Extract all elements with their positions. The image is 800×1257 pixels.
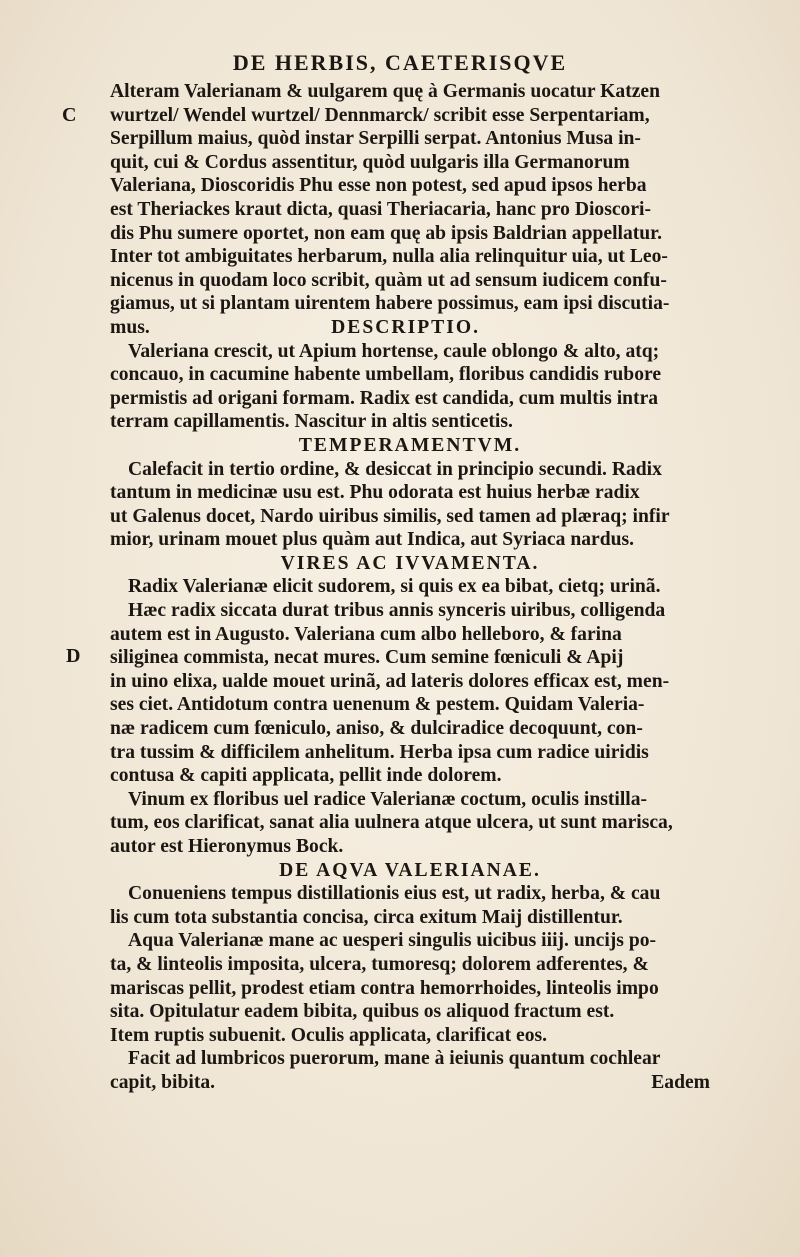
text-line: dis Phu sumere oportet, non eam quę ab ipsis Baldrian appellatur. xyxy=(110,222,662,244)
text-line: lis cum tota substantia concisa, circa exitum Maij distillentur. xyxy=(110,906,623,928)
text-line xyxy=(110,316,710,340)
text-line: mior, urinam mouet plus quàm aut Indica, aut Syriaca nardus. xyxy=(110,529,635,551)
text-line: tum, eos clarificat, sanat alia uulnera atque ulcera, ut sunt marisca, xyxy=(110,812,673,834)
text-fragment: mus. xyxy=(110,316,150,338)
text-line: Inter tot ambiguitates herbarum, nulla alia relinquitur uia, ut Leo- xyxy=(110,246,668,268)
section-heading-de-aqua: DE AQVA VALERIANAE. xyxy=(279,859,541,881)
text-line: in uino elixa, ualde mouet urinã, ad lateris dolores efficax est, men- xyxy=(110,670,670,692)
text-line: Radix Valerianæ elicit sudorem, si quis ex ea bibat, cietq; urinã. xyxy=(128,576,661,598)
catchword: Eadem xyxy=(651,1071,710,1093)
text-line: Conueniens tempus distillationis eius est, ut radix, herba, & cau xyxy=(128,883,661,905)
text-line: autor est Hieronymus Bock. xyxy=(110,836,344,857)
text-line: Calefacit in tertio ordine, & desiccat in principio secundi. Radix xyxy=(128,458,662,480)
text-line: Valeriana, Dioscoridis Phu esse non potest, sed apud ipsos herba xyxy=(110,175,647,197)
body-text xyxy=(110,80,710,1095)
text-line: terram capillamentis. Nascitur in altis senticetis. xyxy=(110,411,513,433)
text-line: ut Galenus docet, Nardo uiribus similis, sed tamen ad plæraq; infir xyxy=(110,505,670,527)
text-line: autem est in Augusto. Valeriana cum albo helleboro, & farina xyxy=(110,623,622,645)
text-line: Item ruptis subuenit. Oculis applicata, clarificat eos. xyxy=(110,1024,548,1046)
text-line: Facit ad lumbricos puerorum, mane à ieiunis quantum cochlear xyxy=(128,1048,661,1070)
text-line: tantum in medicinæ usu est. Phu odorata est huius herbæ radix xyxy=(110,482,640,504)
text-line: sita. Opitulatur eadem bibita, quibus os aliquod fractum est. xyxy=(110,1001,615,1023)
section-heading-vires: VIRES AC IVVAMENTA. xyxy=(280,552,540,574)
margin-letter-d: D xyxy=(66,645,81,667)
text-line: mariscas pellit, prodest etiam contra hemorrhoides, linteolis impo xyxy=(110,977,659,999)
text-line: siliginea commista, necat mures. Cum semine fœniculi & Apij xyxy=(110,647,624,669)
text-line xyxy=(110,1071,710,1095)
text-line: Aqua Valerianæ mane ac uesperi singulis uicibus iiij. uncijs po- xyxy=(128,930,657,952)
section-heading-temperamentum: TEMPERAMENTVM. xyxy=(298,434,522,456)
text-line: næ radicem cum fœniculo, aniso, & dulciradice decoquunt, con- xyxy=(110,718,643,740)
text-line: Hæc radix siccata durat tribus annis synceris uiribus, colligenda xyxy=(128,600,666,622)
margin-letter-c: C xyxy=(62,104,77,126)
text-line: giamus, ut si plantam uirentem habere possimus, eam ipsi discutia- xyxy=(110,293,670,315)
text-line: concauo, in cacumine habente umbellam, floribus candidis rubore xyxy=(110,364,662,386)
text-line: permistis ad origani formam. Radix est candida, cum multis intra xyxy=(110,387,659,409)
text-line: nicenus in quodam loco scribit, quàm ut ad sensum iudicem confu- xyxy=(110,269,667,291)
text-line: tra tussim & difficilem anhelitum. Herba ipsa cum radice uiridis xyxy=(110,741,649,763)
running-header: DE HERBIS, CAETERISQVE xyxy=(232,50,568,75)
section-heading-descriptio: DESCRIPTIO. xyxy=(331,316,480,338)
text-line: quit, cui & Cordus assentitur, quòd uulgaris illa Germanorum xyxy=(110,151,630,173)
text-fragment: capit, bibita. xyxy=(110,1071,216,1093)
text-line: Alteram Valerianam & uulgarem quę à Germanis uocatur Katzen xyxy=(110,81,661,102)
text-line: Vinum ex floribus uel radice Valerianæ coctum, oculis instilla- xyxy=(128,788,648,810)
text-line: ses ciet. Antidotum contra uenenum & pestem. Quidam Valeria- xyxy=(110,694,645,716)
text-line: Serpillum maius, quòd instar Serpilli serpat. Antonius Musa in- xyxy=(110,128,641,150)
text-line: Valeriana crescit, ut Apium hortense, caule oblongo & alto, atq; xyxy=(128,340,660,362)
text-line: est Theriackes kraut dicta, quasi Theriacaria, hanc pro Dioscori- xyxy=(110,198,651,220)
text-line: contusa & capiti applicata, pellit inde dolorem. xyxy=(110,765,502,787)
text-line: wurtzel/ Wendel wurtzel/ Dennmarck/ scribit esse Serpentariam, xyxy=(110,104,650,126)
text-line: ta, & linteolis imposita, ulcera, tumoresq; dolorem adferentes, & xyxy=(110,953,649,975)
